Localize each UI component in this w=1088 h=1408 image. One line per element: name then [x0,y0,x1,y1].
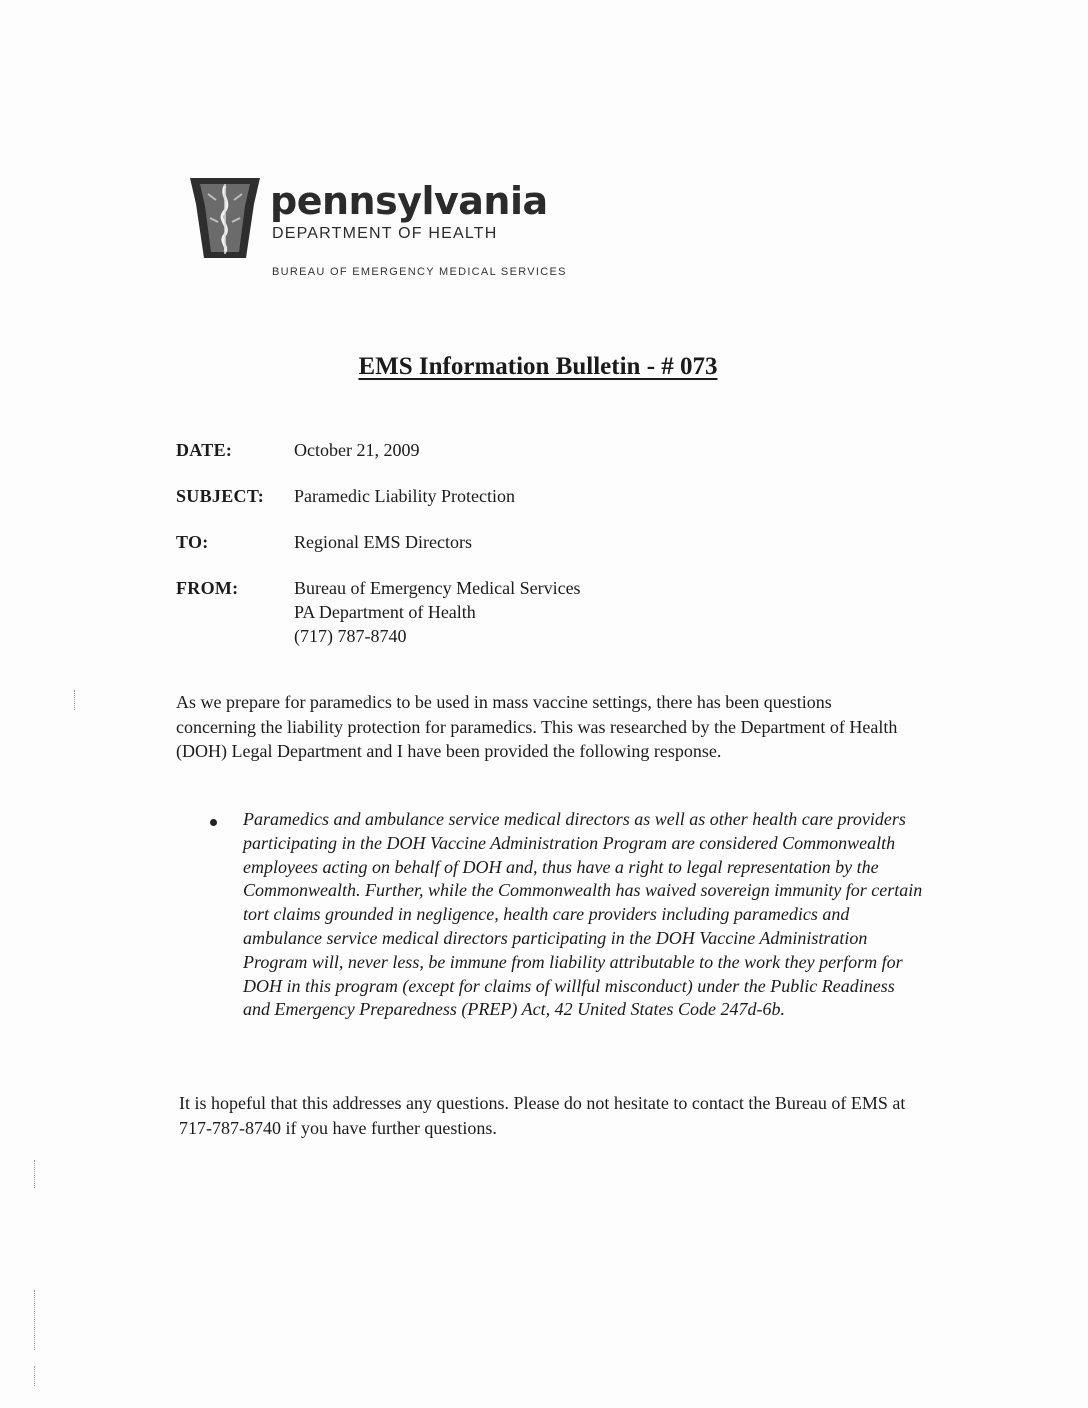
memo-header [176,438,876,670]
bulletin-title: EMS Information Bulletin - # 073 [358,353,718,380]
intro-paragraph: As we prepare for paramedics to be used in mass vaccine settings, there has been questions concerning the liability protection for paramedics. This was researched by the Department of Health (DOH) Legal Department and I have been provided the following response. [176,692,898,761]
closing-paragraph: It is hopeful that this addresses any questions. Please do not hesitate to contact the Bureau of EMS at 717-787-8740 if you have further questions. [179,1093,906,1138]
to-label: TO: [176,532,209,552]
date-field [176,438,876,462]
to-value: Regional EMS Directors [294,532,472,552]
from-field [176,576,876,648]
subject-label: SUBJECT: [176,486,265,506]
to-field [176,530,876,554]
from-label: FROM: [176,578,239,598]
keystone-seal-icon [186,174,264,262]
bullet-text: Paramedics and ambulance service medical directors as well as other health care providers participating in the DOH Vaccine Administration Program are considered Commonwealth employees acting on behalf of DOH and, thus have a right to legal representation by the Commonwealth. Further, while the Commonwealth has waived sovereign immunity for certain tort claims grounded in negligence, health care providers including paramedics and ambulance service medical directors participating in the DOH Vaccine Administration Program will, never less, be immune from liability attributable to the work they perform for DOH in this program (except for claims of willful misconduct) under the Public Readiness and Emergency Preparedness (PREP) Act, 42 United States Code 247d-6b. [243,809,923,1020]
date-value: October 21, 2009 [294,440,420,460]
date-label: DATE: [176,440,233,460]
bullet-icon [210,819,217,826]
from-line: PA Department of Health [294,602,476,622]
from-line: Bureau of Emergency Medical Services [294,578,581,598]
brand-name: pennsylvania [270,179,548,223]
scan-artifact [34,1160,36,1188]
letterhead [186,168,626,288]
scan-artifact [74,690,76,710]
from-line: (717) 787-8740 [294,626,407,646]
subject-field [176,484,876,508]
scan-artifact [34,1290,36,1350]
bureau-name: BUREAU OF EMERGENCY MEDICAL SERVICES [272,266,567,278]
scan-artifact [34,1366,36,1386]
from-value [294,576,581,648]
subject-value: Paramedic Liability Protection [294,486,515,506]
department-name: DEPARTMENT OF HEALTH [272,225,498,242]
